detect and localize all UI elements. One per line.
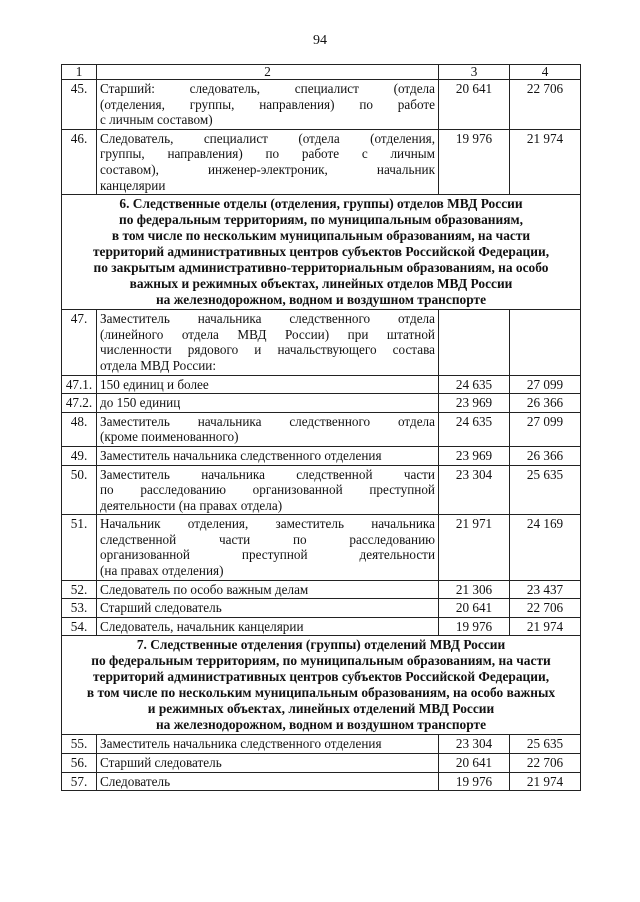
row-number: 47.2. bbox=[62, 394, 97, 413]
section-heading-line: по закрытым административно-территориальным образованиям, на особо bbox=[93, 260, 549, 276]
table-row bbox=[62, 515, 581, 580]
salary-value-4: 24 169 bbox=[510, 515, 581, 580]
table-row bbox=[62, 465, 581, 515]
position-title-line: до 150 единиц bbox=[100, 395, 181, 411]
position-title-line: численности рядового и начальствующего состава bbox=[100, 342, 435, 358]
position-title bbox=[97, 599, 439, 618]
position-title-line: группы, направления) по работе с личным bbox=[100, 146, 435, 162]
salary-value-3: 23 304 bbox=[439, 465, 510, 515]
salary-value-4: 21 974 bbox=[510, 617, 581, 636]
table-row bbox=[62, 599, 581, 618]
salary-value-3: 24 635 bbox=[439, 412, 510, 446]
table-row bbox=[62, 754, 581, 773]
position-title-line: отдела МВД России: bbox=[100, 357, 217, 373]
position-title-line: Следователь bbox=[100, 773, 171, 789]
row-number: 54. bbox=[62, 617, 97, 636]
salary-value-3 bbox=[439, 310, 510, 375]
position-title-line: (на правах отделения) bbox=[100, 563, 224, 579]
position-title-line: с личным составом) bbox=[100, 112, 213, 128]
row-number: 47. bbox=[62, 310, 97, 375]
section-row bbox=[62, 636, 581, 735]
salary-value-3: 23 969 bbox=[439, 394, 510, 413]
salary-value-3: 20 641 bbox=[439, 754, 510, 773]
column-header-3: 3 bbox=[439, 65, 510, 80]
salary-value-3: 20 641 bbox=[439, 599, 510, 618]
position-title-line: Начальник отделения, заместитель начальника bbox=[100, 516, 435, 532]
table-row bbox=[62, 735, 581, 754]
row-number: 49. bbox=[62, 446, 97, 465]
position-title-line: (отделения, группы, направления) по работе bbox=[100, 96, 435, 112]
table-row bbox=[62, 80, 581, 130]
section-heading-line: на железнодорожном, водном и воздушном транспорте bbox=[155, 292, 487, 308]
row-number: 50. bbox=[62, 465, 97, 515]
position-title bbox=[97, 310, 439, 375]
position-title-line: по расследованию организованной преступной bbox=[100, 482, 435, 498]
position-title-line: следственной части по расследованию bbox=[100, 531, 435, 547]
section-heading-line: территорий административных центров субъектов Российской Федерации, bbox=[92, 244, 550, 260]
position-title-line: Заместитель начальника следственного отделения bbox=[100, 447, 382, 463]
section-heading-line: и режимных объектах, линейных отделений МВД России bbox=[147, 701, 495, 717]
salary-value-4: 27 099 bbox=[510, 375, 581, 394]
salary-value-4: 21 974 bbox=[510, 129, 581, 194]
section-heading-line: на железнодорожном, водном и воздушном транспорте bbox=[155, 717, 487, 733]
page-number: 94 bbox=[313, 33, 327, 48]
table-row bbox=[62, 412, 581, 446]
section-heading-line: в том числе по нескольким муниципальным образованиям, на части bbox=[111, 228, 531, 244]
section-heading-line: 7. Следственные отделения (группы) отделений МВД России bbox=[136, 637, 506, 653]
position-title bbox=[97, 772, 439, 791]
salary-value-4: 26 366 bbox=[510, 446, 581, 465]
row-number: 52. bbox=[62, 580, 97, 599]
table-row bbox=[62, 446, 581, 465]
salary-value-3: 19 976 bbox=[439, 617, 510, 636]
position-title bbox=[97, 394, 439, 413]
salary-table bbox=[61, 64, 581, 791]
table-row bbox=[62, 580, 581, 599]
row-number: 53. bbox=[62, 599, 97, 618]
position-title bbox=[97, 80, 439, 130]
salary-value-4 bbox=[510, 310, 581, 375]
position-title bbox=[97, 515, 439, 580]
salary-value-3: 19 976 bbox=[439, 772, 510, 791]
salary-value-4: 27 099 bbox=[510, 412, 581, 446]
position-title bbox=[97, 617, 439, 636]
salary-value-3: 21 306 bbox=[439, 580, 510, 599]
section-heading-line: территорий административных центров субъектов Российской Федерации, bbox=[92, 669, 550, 685]
position-title bbox=[97, 735, 439, 754]
row-number: 57. bbox=[62, 772, 97, 791]
row-number: 55. bbox=[62, 735, 97, 754]
row-number: 47.1. bbox=[62, 375, 97, 394]
position-title bbox=[97, 446, 439, 465]
position-title-line: организованной преступной деятельности bbox=[100, 547, 435, 563]
salary-value-4: 25 635 bbox=[510, 465, 581, 515]
position-title-line: (линейного отдела МВД России) при штатной bbox=[100, 326, 435, 342]
position-title-line: Старший следователь bbox=[100, 755, 222, 771]
position-title-line: Заместитель начальника следственного отдела bbox=[100, 311, 435, 327]
salary-value-4: 22 706 bbox=[510, 80, 581, 130]
position-title-line: Старший следователь bbox=[100, 600, 222, 616]
table-row bbox=[62, 394, 581, 413]
table-row bbox=[62, 129, 581, 194]
salary-value-4: 25 635 bbox=[510, 735, 581, 754]
column-header-2: 2 bbox=[97, 65, 439, 80]
salary-value-4: 26 366 bbox=[510, 394, 581, 413]
position-title-line: Следователь, начальник канцелярии bbox=[100, 618, 304, 634]
table-row bbox=[62, 310, 581, 375]
salary-value-4: 23 437 bbox=[510, 580, 581, 599]
column-header-4: 4 bbox=[510, 65, 581, 80]
column-header-1: 1 bbox=[62, 65, 97, 80]
position-title-line: Заместитель начальника следственной части bbox=[100, 466, 435, 482]
table-header-row bbox=[62, 65, 581, 80]
position-title-line: (кроме поименованного) bbox=[100, 429, 239, 445]
salary-value-3: 19 976 bbox=[439, 129, 510, 194]
position-title-line: 150 единиц и более bbox=[100, 376, 209, 392]
row-number: 56. bbox=[62, 754, 97, 773]
table-row bbox=[62, 617, 581, 636]
salary-value-4: 22 706 bbox=[510, 599, 581, 618]
position-title bbox=[97, 129, 439, 194]
section-heading bbox=[62, 636, 581, 735]
section-heading-line: по федеральным территориям, по муниципальным образованиям, bbox=[119, 212, 523, 228]
section-heading-line: в том числе по нескольким муниципальным образованиям, на особо важных bbox=[86, 685, 556, 701]
position-title bbox=[97, 375, 439, 394]
section-heading-line: 6. Следственные отделы (отделения, группы) отделов МВД России bbox=[119, 196, 523, 212]
position-title-line: составом), инженер-электроник, начальник bbox=[100, 161, 435, 177]
table-row bbox=[62, 375, 581, 394]
position-title-line: Следователь, специалист (отдела (отделения, bbox=[100, 130, 435, 146]
salary-value-3: 21 971 bbox=[439, 515, 510, 580]
table-row bbox=[62, 772, 581, 791]
salary-value-3: 23 969 bbox=[439, 446, 510, 465]
position-title-line: Заместитель начальника следственного отдела bbox=[100, 413, 435, 429]
salary-value-3: 23 304 bbox=[439, 735, 510, 754]
position-title-line: Заместитель начальника следственного отделения bbox=[100, 736, 382, 752]
position-title bbox=[97, 580, 439, 599]
position-title-line: Старший: следователь, специалист (отдела bbox=[100, 81, 435, 96]
position-title-line: Следователь по особо важным делам bbox=[100, 581, 309, 597]
row-number: 46. bbox=[62, 129, 97, 194]
section-heading-line: важных и режимных объектах, линейных отделов МВД России bbox=[129, 276, 513, 292]
salary-value-3: 24 635 bbox=[439, 375, 510, 394]
salary-value-3: 20 641 bbox=[439, 80, 510, 130]
position-title-line: канцелярии bbox=[100, 177, 166, 193]
row-number: 51. bbox=[62, 515, 97, 580]
section-heading bbox=[62, 195, 581, 310]
row-number: 45. bbox=[62, 80, 97, 130]
position-title bbox=[97, 754, 439, 773]
position-title-line: деятельности (на правах отдела) bbox=[100, 497, 283, 513]
section-row bbox=[62, 195, 581, 310]
salary-value-4: 22 706 bbox=[510, 754, 581, 773]
row-number: 48. bbox=[62, 412, 97, 446]
position-title bbox=[97, 465, 439, 515]
section-heading-line: по федеральным территориям, по муниципальным образованиям, на части bbox=[91, 653, 551, 669]
salary-value-4: 21 974 bbox=[510, 772, 581, 791]
position-title bbox=[97, 412, 439, 446]
